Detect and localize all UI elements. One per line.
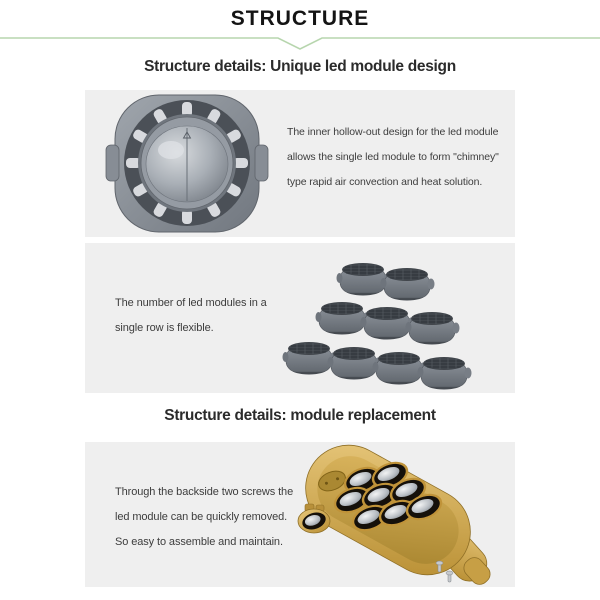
description-line: led module can be quickly removed.	[115, 511, 288, 523]
description-line: allows the single led module to form "chimney"	[287, 151, 499, 163]
panel-flexible-rows	[85, 243, 515, 393]
description-line: So easy to assemble and maintain.	[115, 536, 283, 548]
description-line: The number of led modules in a	[115, 297, 267, 309]
description-line: The inner hollow-out design for the led module	[287, 126, 499, 138]
panel-1-description	[287, 120, 513, 195]
chevron-divider	[0, 0, 600, 55]
panel-unique-led-module	[85, 90, 515, 237]
description-line: Through the backside two screws the	[115, 486, 294, 498]
panel-2-description	[115, 291, 295, 341]
led-module-top-view-image	[101, 92, 273, 235]
led-module-rows-image	[280, 253, 485, 388]
section-heading-unique-led-module: Structure details: Unique led module design	[144, 58, 456, 75]
section-heading-module-replacement: Structure details: module replacement	[164, 407, 436, 424]
description-line: single row is flexible.	[115, 322, 214, 334]
street-light-image	[290, 447, 515, 585]
panel-3-description	[115, 480, 305, 555]
description-line: type rapid air convection and heat solution.	[287, 176, 483, 188]
panel-module-replacement	[85, 442, 515, 587]
page-title: STRUCTURE	[230, 7, 370, 30]
